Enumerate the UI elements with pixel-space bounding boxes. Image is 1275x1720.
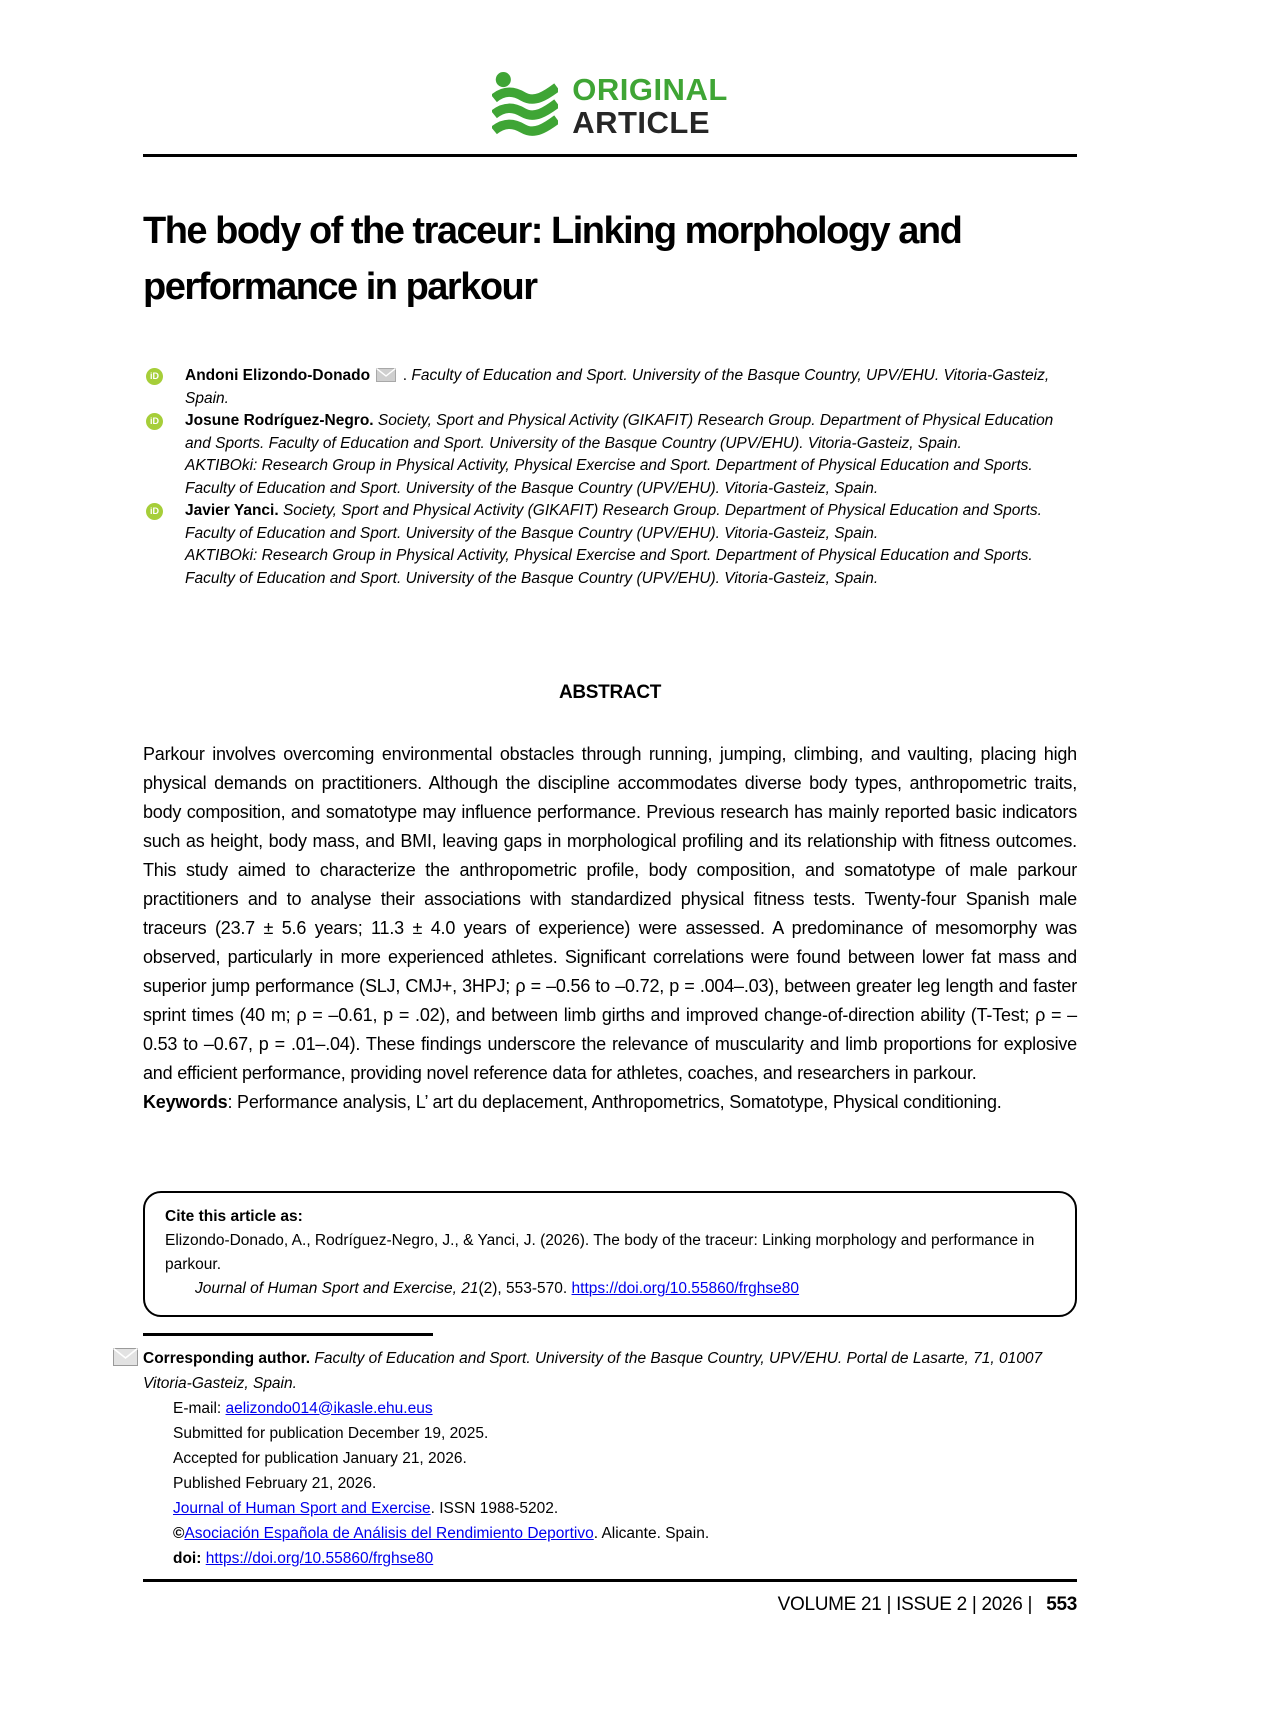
journal-line — [143, 1496, 1077, 1521]
author-affiliation-2: AKTIBOki: Research Group in Physical Activity, Physical Exercise and Sport. Department of Physical Education and Sports. Faculty of Education and Sport. University of the Basque Country (UPV/EHU). Vitoria-Gasteiz, Spain. — [185, 547, 1033, 587]
footer-divider — [143, 1579, 1077, 1582]
author-affiliation: Society, Sport and Physical Activity (GIKAFIT) Research Group. Department of Physical Education and Sports. Faculty of Education and Sport. University of the Basque Country (UPV/EHU). Vitoria-Gasteiz, Spain. — [185, 412, 1054, 452]
author-name: Andoni Elizondo-Donado — [185, 367, 371, 384]
doi-link[interactable]: https://doi.org/10.55860/frghse80 — [205, 1549, 434, 1567]
citation-text: Elizondo-Donado, A., Rodríguez-Negro, J., & Yanci, J. (2026). The body of the traceur: Linking morphology and performance in parkour. — [165, 1232, 1035, 1273]
author-2 — [143, 410, 1077, 500]
submitted-line: Submitted for publication December 19, 2025. — [173, 1424, 489, 1442]
cite-box — [143, 1191, 1077, 1317]
volume-issue-line — [143, 1594, 1077, 1616]
journal-link[interactable]: Journal of Human Sport and Exercise — [173, 1499, 431, 1517]
article-title: The body of the traceur: Linking morphology and performance in parkour — [143, 210, 962, 308]
copyright-symbol: © — [173, 1524, 185, 1542]
association-link[interactable]: Asociación Española de Análisis del Rendimiento Deportivo — [184, 1524, 594, 1542]
author-list — [143, 365, 1077, 590]
logo-text-original: ORIGINAL — [572, 72, 728, 107]
orcid-icon[interactable]: iD — [146, 413, 163, 430]
email-line — [143, 1396, 1077, 1421]
citation-source — [165, 1277, 1055, 1301]
keywords-label: Keywords — [143, 1092, 228, 1112]
article-footer — [143, 1346, 1077, 1571]
author-affiliation-2: AKTIBOki: Research Group in Physical Activity, Physical Exercise and Sport. Department of Physical Education and Sports. Faculty of Education and Sport. University of the Basque Country (UPV/EHU). Vitoria-Gasteiz, Spain. — [185, 457, 1033, 497]
published-line: Published February 21, 2026. — [173, 1474, 377, 1492]
accepted-line: Accepted for publication January 21, 2026. — [173, 1449, 467, 1467]
author-affiliation: Faculty of Education and Sport. University of the Basque Country, UPV/EHU. Vitoria-Gasteiz, Spain. — [185, 367, 1050, 407]
article-first-page — [143, 70, 1077, 1616]
envelope-icon — [113, 1348, 138, 1366]
volume-text: VOLUME 21 | ISSUE 2 | 2026 | — [777, 1593, 1033, 1615]
doi-line — [143, 1546, 1077, 1571]
author-affiliation: Society, Sport and Physical Activity (GIKAFIT) Research Group. Department of Physical Education and Sports. Faculty of Education and Sport. University of the Basque Country (UPV/EHU). Vitoria-Gasteiz, Spain. — [185, 502, 1042, 542]
copyright-location: . Alicante. Spain. — [593, 1524, 710, 1542]
keywords-line — [143, 1088, 1077, 1117]
orcid-icon[interactable]: iD — [146, 368, 163, 385]
author-separator: . — [402, 367, 412, 384]
journal-logo — [143, 70, 1077, 142]
citation-issue-pages: (2), 553-570. — [478, 1280, 572, 1297]
citation-doi-link[interactable]: https://doi.org/10.55860/frghse80 — [571, 1280, 800, 1297]
author-1 — [143, 365, 1077, 410]
envelope-icon — [376, 368, 396, 382]
copyright-line — [143, 1521, 1077, 1546]
citation-journal: Journal of Human Sport and Exercise, 21 — [195, 1280, 479, 1297]
author-name: Josune Rodríguez-Negro. — [185, 412, 374, 429]
page-number: 553 — [1046, 1593, 1077, 1615]
corresponding-author-line — [143, 1346, 1077, 1396]
header-divider — [143, 154, 1077, 157]
doi-label: doi: — [173, 1549, 202, 1567]
email-link[interactable]: aelizondo014@ikasle.ehu.eus — [225, 1399, 433, 1417]
abstract-heading: ABSTRACT — [558, 682, 662, 703]
abstract-text: Parkour involves overcoming environmental obstacles through running, jumping, climbing, and vaulting, placing high physical demands on practitioners. Although the discipline accommodates diverse body types, anthropometric traits, body composition, and somatotype may influence performance. Previous research has mainly reported basic indicators such as height, body mass, and BMI, leaving gaps in morphological profiling and its relationship with fitness outcomes. This study aimed to characterize the anthropometric profile, body composition, and somatotype of male parkour practitioners and to analyse their associations with standardized physical fitness tests. Twenty-four Spanish male traceurs (23.7 ± 5.6 years; 11.3 ± 4.0 years of experience) were assessed. A predominance of mesomorphy was observed, particularly in more experienced athletes. Significant correlations were found between lower fat mass and superior jump performance (SLJ, CMJ+, 3HPJ; ρ = –0.56 to –0.72, p = .004–.03), between greater leg length and faster sprint times (40 m; ρ = –0.61, p = .02), and between limb girths and improved change-of-direction ability (T-Test; ρ = –0.53 to –0.67, p = .01–.04). These findings underscore the relevance of muscularity and limb proportions for explosive and efficient performance, providing novel reference data for athletes, coaches, and researchers in parkour. — [143, 744, 1077, 1083]
author-name: Javier Yanci. — [185, 502, 279, 519]
footnote-divider — [143, 1333, 433, 1336]
journal-waves-icon — [492, 70, 558, 142]
author-3 — [143, 500, 1077, 590]
journal-issn: . ISSN 1988-5202. — [430, 1499, 559, 1517]
logo-text-article: ARTICLE — [572, 105, 711, 140]
corresponding-label: Corresponding author. — [143, 1349, 311, 1367]
cite-heading: Cite this article as: — [165, 1208, 303, 1225]
corresponding-address: Faculty of Education and Sport. University of the Basque Country, UPV/EHU. Portal de Lasarte, 71, 01007 Vitoria-Gasteiz, Spain. — [143, 1349, 1043, 1392]
keywords-text: : Performance analysis, L’ art du deplacement, Anthropometrics, Somatotype, Physical conditioning. — [227, 1092, 1002, 1112]
orcid-icon[interactable]: iD — [146, 503, 163, 520]
email-label: E-mail: — [173, 1399, 222, 1417]
